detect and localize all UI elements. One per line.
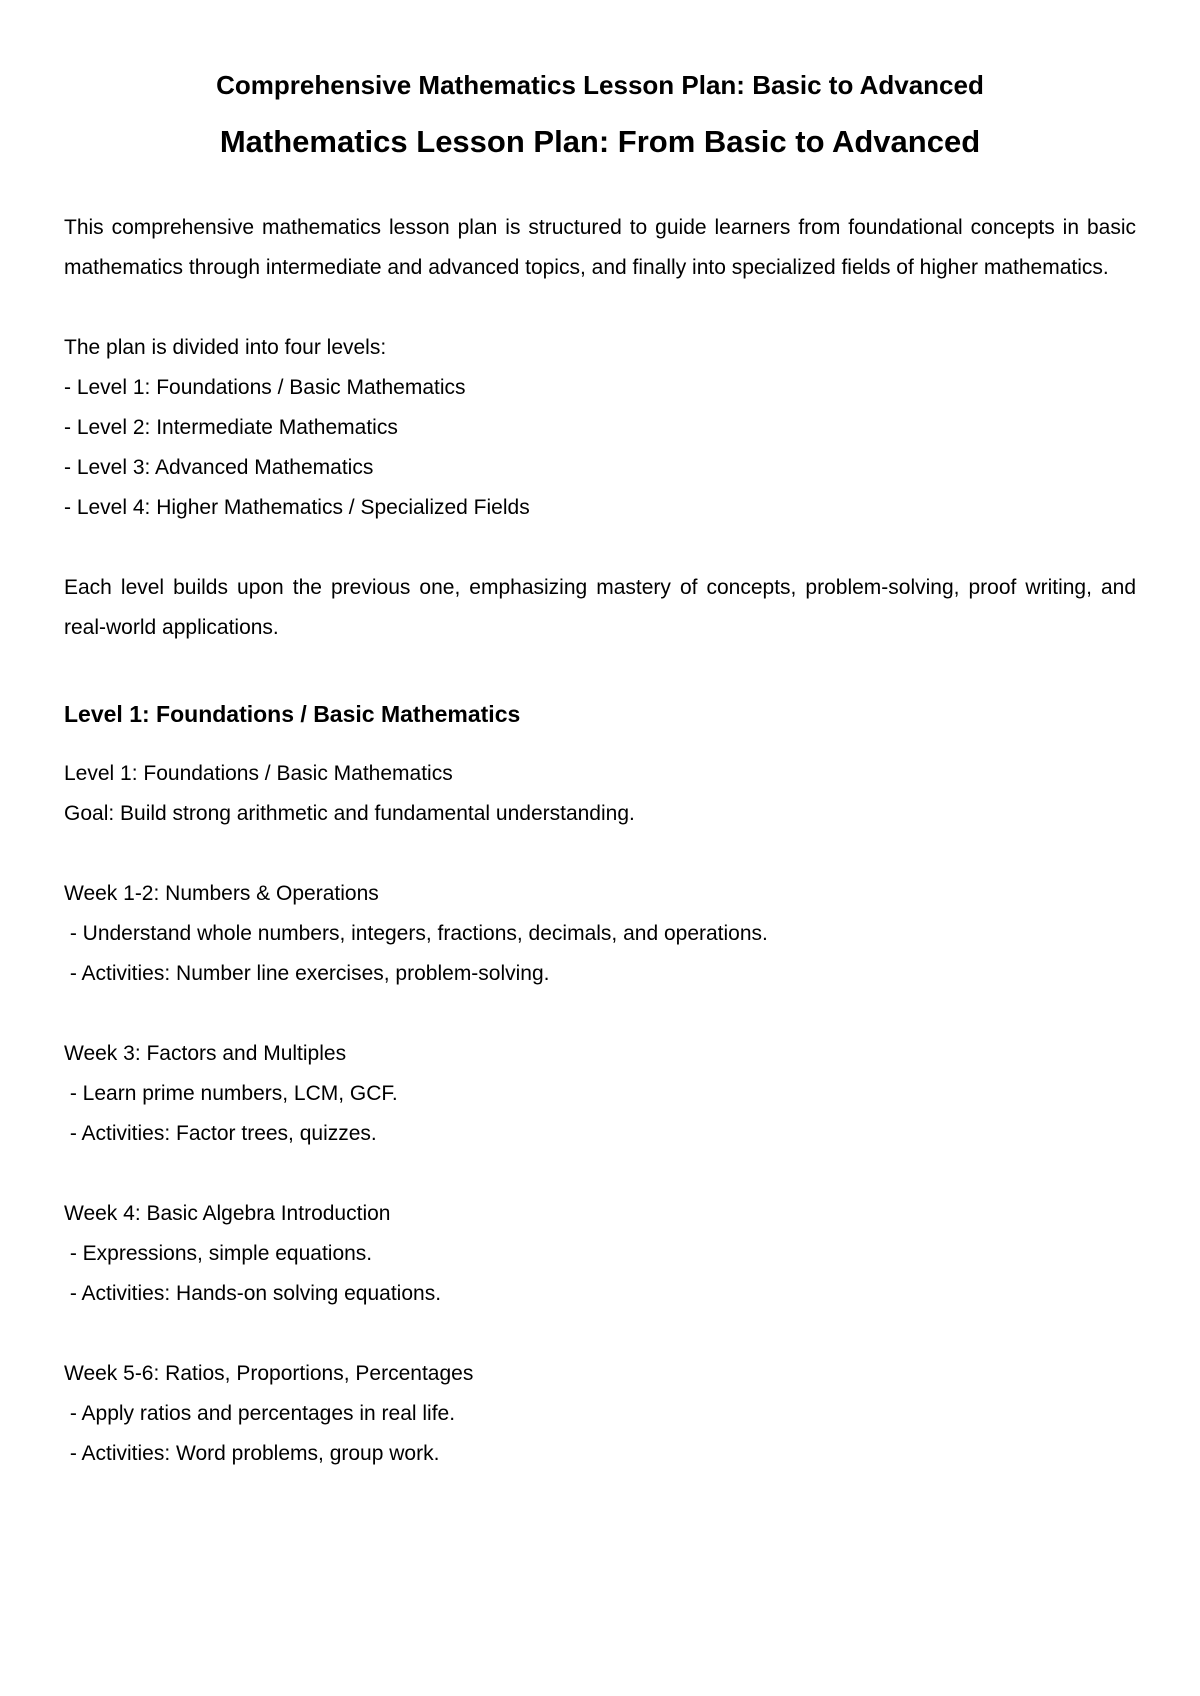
spacer: [64, 1314, 1136, 1354]
closing-paragraph: Each level builds upon the previous one, emphasizing mastery of concepts, problem-solving, proof writing, and real-world applications.: [64, 576, 1136, 639]
level1-heading: Level 1: Foundations / Basic Mathematics: [64, 701, 521, 727]
week-point: - Activities: Word problems, group work.: [64, 1442, 440, 1465]
level-list-item: - Level 1: Foundations / Basic Mathematics: [64, 376, 466, 399]
level1-goal: Goal: Build strong arithmetic and fundamental understanding.: [64, 802, 635, 825]
week-point: - Apply ratios and percentages in real life.: [64, 1402, 456, 1425]
spacer: [64, 994, 1136, 1034]
week-point: - Expressions, simple equations.: [64, 1242, 373, 1265]
levels-overview: [64, 328, 1136, 528]
week-title: Week 1-2: Numbers & Operations: [64, 882, 379, 905]
spacer: [64, 1154, 1136, 1194]
week-point: - Understand whole numbers, integers, fractions, decimals, and operations.: [64, 922, 768, 945]
week-title: Week 3: Factors and Multiples: [64, 1042, 347, 1065]
week-point: - Activities: Hands-on solving equations.: [64, 1282, 442, 1305]
intro-paragraph: This comprehensive mathematics lesson plan is structured to guide learners from foundational concepts in basic mathematics through intermediate and advanced topics, and finally into specialized fields of higher mathematics.: [64, 216, 1136, 279]
week-point: - Activities: Factor trees, quizzes.: [64, 1122, 377, 1145]
week-title: Week 4: Basic Algebra Introduction: [64, 1202, 391, 1225]
level1-label: Level 1: Foundations / Basic Mathematics: [64, 762, 453, 785]
document-title: Comprehensive Mathematics Lesson Plan: Basic to Advanced: [216, 70, 984, 100]
week-title: Week 5-6: Ratios, Proportions, Percentages: [64, 1362, 474, 1385]
level-list-item: - Level 2: Intermediate Mathematics: [64, 416, 398, 439]
week-point: - Activities: Number line exercises, problem-solving.: [64, 962, 550, 985]
level1-section: [64, 754, 1136, 1474]
week-point: - Learn prime numbers, LCM, GCF.: [64, 1082, 398, 1105]
spacer: [64, 834, 1136, 874]
document-subtitle: Mathematics Lesson Plan: From Basic to Advanced: [219, 124, 981, 159]
level-list-item: - Level 4: Higher Mathematics / Specialized Fields: [64, 496, 530, 519]
level-list-item: - Level 3: Advanced Mathematics: [64, 456, 374, 479]
levels-intro-text: The plan is divided into four levels:: [64, 336, 387, 359]
